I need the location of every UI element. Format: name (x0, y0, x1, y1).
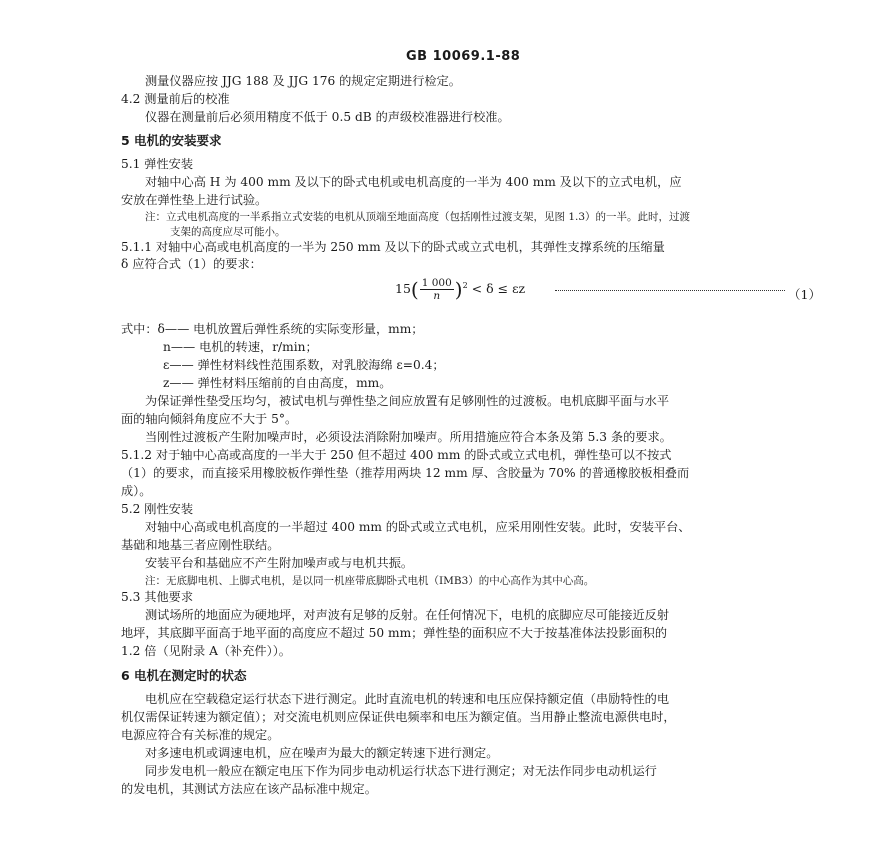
note-line: 注：无底脚电机、上脚式电机，是以同一机座带底脚卧式电机（IMB3）的中心高作为其中心高。 (145, 575, 595, 587)
equation-numerator: 1 000 (421, 277, 452, 289)
text-line: 式中：δ—— 电机放置后弹性系统的实际变形量，mm； (121, 322, 424, 336)
equation-denominator: n (433, 290, 441, 302)
text-line: 1.2 倍（见附录 A（补充件））。 (121, 644, 291, 658)
text-line: 对轴中心高 H 为 400 mm 及以下的卧式电机或电机高度的一半为 400 mm 及以下的立式电机，应 (145, 175, 682, 189)
text-line: 安放在弹性垫上进行试验。 (121, 193, 268, 207)
equation-1: 15( $\frac{1 000}{n}$ )$^2$ < δ ≤ εz (395, 277, 526, 302)
text-line: ε—— 弹性材料线性范围系数，对乳胶海绵 ε=0.4； (163, 358, 445, 372)
text-line: 测量仪器应按 JJG 188 及 JJG 176 的规定定期进行检定。 (145, 74, 461, 88)
text-line: 仪器在测量前后必须用精度不低于 0.5 dB 的声级校准器进行校准。 (145, 110, 510, 124)
text-line: 测试场所的地面应为硬地坪，对声波有足够的反射。在任何情况下，电机的底脚应尽可能接近反射 (145, 608, 670, 622)
section-heading: 5 电机的安装要求 (121, 133, 222, 148)
text-line: 面的轴向倾斜角度应不大于 5°。 (121, 412, 298, 426)
text-line: 5.1.2 对于轴中心高或高度的一半大于 250 但不超过 400 mm 的卧式或立式电机，弹性垫可以不按式 (121, 448, 672, 462)
equation-exponent: 2 (462, 280, 468, 290)
equation-coef: 15 (395, 281, 411, 296)
text-line: 安装平台和基础应不产生附加噪声或与电机共振。 (145, 556, 414, 570)
equation-fraction (420, 277, 454, 302)
text-line: 同步发电机一般应在额定电压下作为同步电动机运行状态下进行测定；对无法作同步电动机运行 (145, 764, 657, 778)
text-line: 基础和地基三者应刚性联结。 (121, 538, 280, 552)
text-line: n—— 电机的转速，r/min； (163, 340, 318, 354)
subsection-heading: 5.1 弹性安装 (121, 157, 194, 171)
text-line: 5.1.1 对轴中心高或电机高度的一半为 250 mm 及以下的卧式或立式电机，其弹性支撑系统的压缩量 (121, 240, 665, 254)
subsection-heading: 4.2 测量前后的校准 (121, 92, 230, 106)
text-line: （1）的要求，而直接采用橡胶板作弹性垫（推荐用两块 12 mm 厚、含胶量为 70% 的普通橡胶板相叠而 (121, 466, 690, 480)
text-line: 机仅需保证转速为额定值）；对交流电机则应保证供电频率和电压为额定值。当用静止整流电源供电时， (121, 710, 676, 724)
section-heading: 6 电机在测定时的状态 (121, 668, 247, 683)
text-line: 成）。 (121, 484, 152, 498)
equation-number: （1） (788, 287, 821, 302)
text-line: 电机应在空载稳定运行状态下进行测定。此时直流电机的转速和电压应保持额定值（串励特性的电 (145, 692, 670, 706)
subsection-heading: 5.2 刚性安装 (121, 502, 194, 516)
note-line: 注：立式电机高度的一半系指立式安装的电机从顶端至地面高度（包括刚性过渡支架，见图 1.3）的一半。此时，过渡 (145, 211, 691, 223)
text-line: 对轴中心高或电机高度的一半超过 400 mm 的卧式或立式电机，应采用刚性安装。此时，安装平台、 (145, 520, 691, 534)
note-line: 支架的高度应尽可能小。 (170, 226, 286, 238)
text-line: 对多速电机或调速电机，应在噪声为最大的额定转速下进行测定。 (145, 746, 499, 760)
text-line: 地坪，其底脚平面高于地平面的高度应不超过 50 mm；弹性垫的面积应不大于按基准体法投影面积的 (121, 626, 668, 640)
text-line: 电源应符合有关标准的规定。 (121, 728, 280, 742)
text-line: δ 应符合式（1）的要求： (121, 257, 262, 271)
page-header: GB 10069.1-88 (406, 49, 521, 64)
text-line: z—— 弹性材料压缩前的自由高度，mm。 (163, 376, 392, 390)
text-line: 的发电机，其测试方法应在该产品标准中规定。 (121, 782, 377, 796)
text-line: 当刚性过渡板产生附加噪声时，必须设法消除附加噪声。所用措施应符合本条及第 5.3 条的要求。 (145, 430, 672, 444)
equation-leader-dots (555, 290, 785, 291)
text-line: 为保证弹性垫受压均匀，被试电机与弹性垫之间应放置有足够刚性的过渡板。电机底脚平面与水平 (145, 394, 670, 408)
subsection-heading: 5.3 其他要求 (121, 590, 194, 604)
equation-relation: < δ ≤ εz (471, 281, 526, 296)
